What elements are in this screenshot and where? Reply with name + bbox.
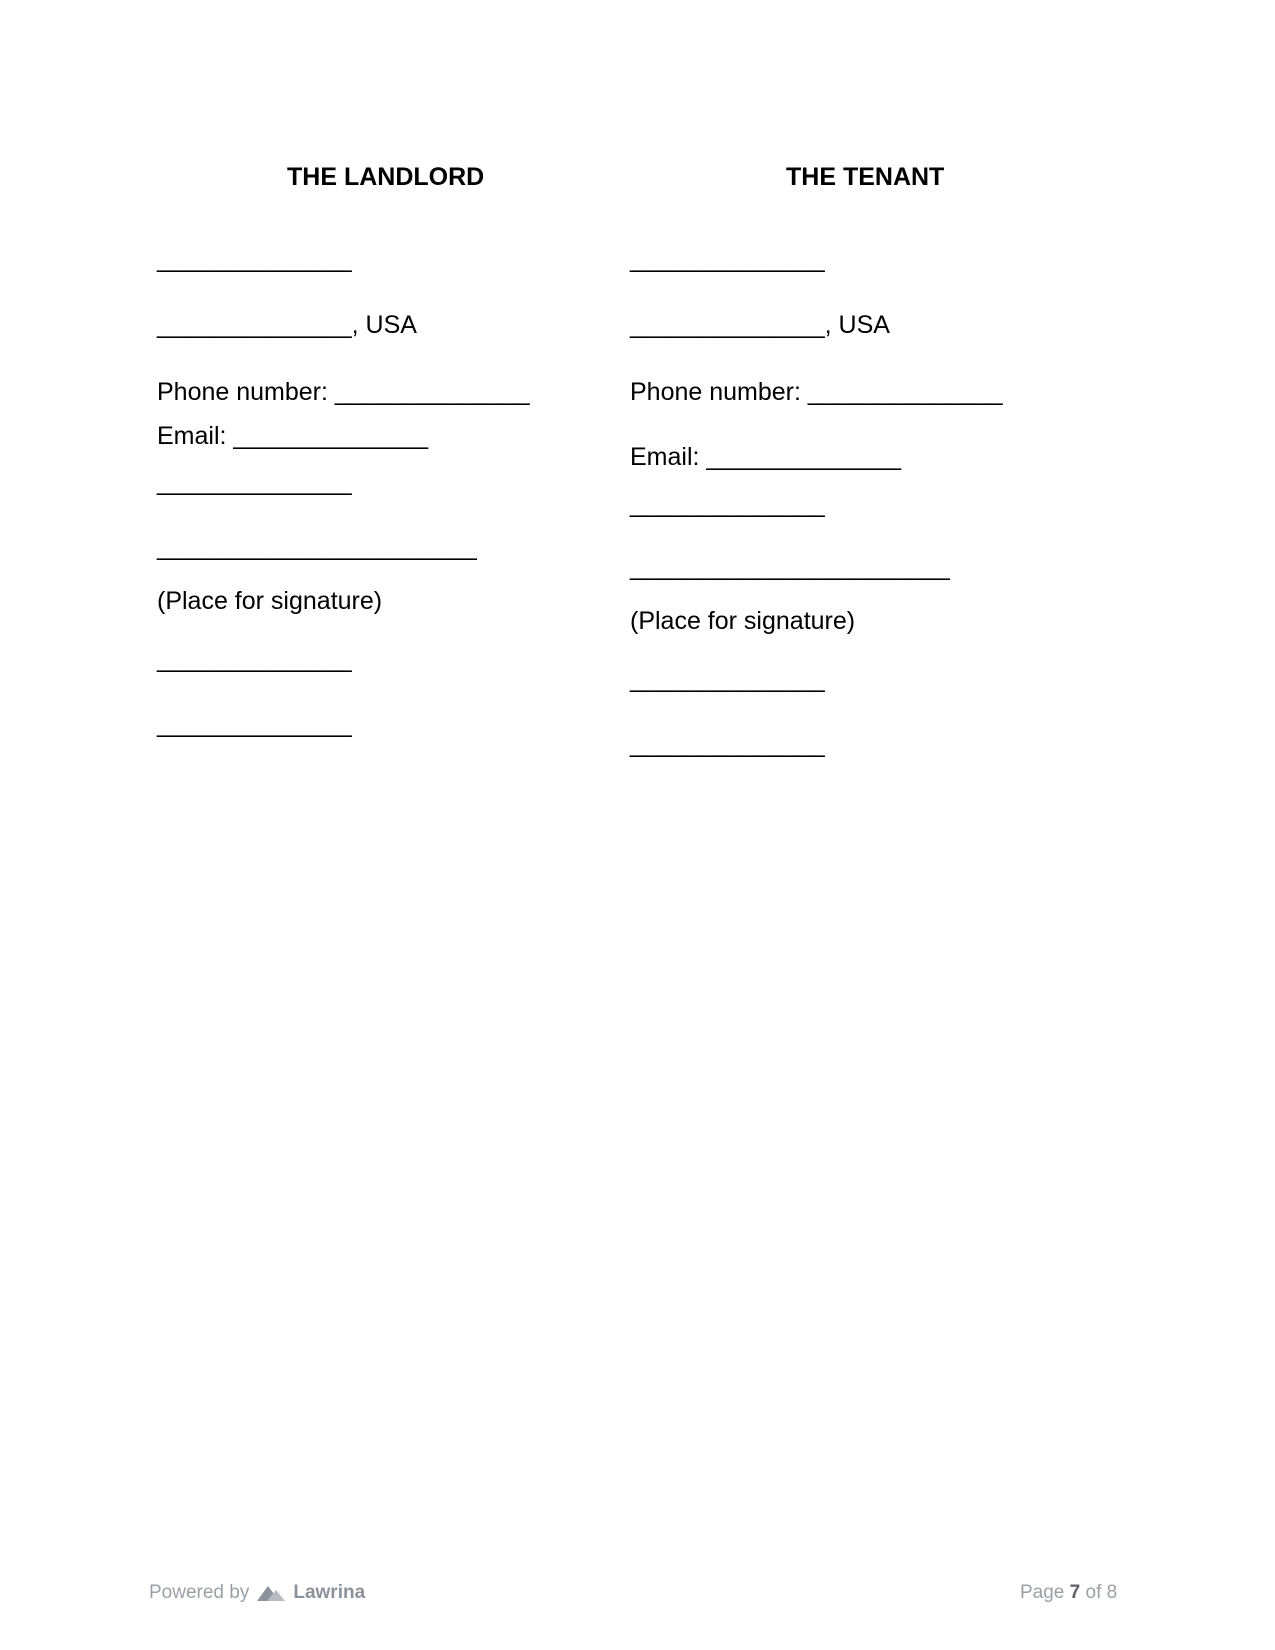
tenant-name-line: ______________ <box>630 245 825 273</box>
landlord-name-line: ______________ <box>157 245 352 273</box>
page-indicator <box>1020 1582 1117 1604</box>
landlord-email-line: Email: ______________ <box>157 422 429 450</box>
landlord-signature-line: _______________________ <box>157 533 477 561</box>
tenant-heading: THE TENANT <box>786 163 945 191</box>
tenant-address-line: ______________, USA <box>630 311 890 339</box>
tenant-blank-line: ______________ <box>630 490 825 518</box>
tenant-printed-name-line: ______________ <box>630 665 825 693</box>
landlord-printed-name-line: ______________ <box>157 645 352 673</box>
landlord-date-line: ______________ <box>157 710 352 738</box>
page-prefix: Page <box>1020 1582 1065 1603</box>
tenant-signature-line: _______________________ <box>630 553 950 581</box>
tenant-phone-line: Phone number: ______________ <box>630 378 1003 406</box>
page-total: 8 <box>1106 1582 1118 1603</box>
tenant-date-line: ______________ <box>630 730 825 758</box>
landlord-blank-line: ______________ <box>157 468 352 496</box>
tenant-signature-caption: (Place for signature) <box>630 607 856 635</box>
brand-name: Lawrina <box>293 1582 366 1603</box>
page-current: 7 <box>1069 1582 1081 1603</box>
landlord-signature-caption: (Place for signature) <box>157 587 383 615</box>
landlord-heading: THE LANDLORD <box>287 163 485 191</box>
tenant-email-line: Email: ______________ <box>630 443 902 471</box>
page-separator: of <box>1085 1582 1102 1603</box>
powered-by-label: Powered by <box>149 1582 250 1603</box>
landlord-address-line: ______________, USA <box>157 311 417 339</box>
landlord-phone-line: Phone number: ______________ <box>157 378 530 406</box>
footer-branding <box>149 1582 365 1604</box>
lawrina-logo-icon <box>255 1583 287 1603</box>
